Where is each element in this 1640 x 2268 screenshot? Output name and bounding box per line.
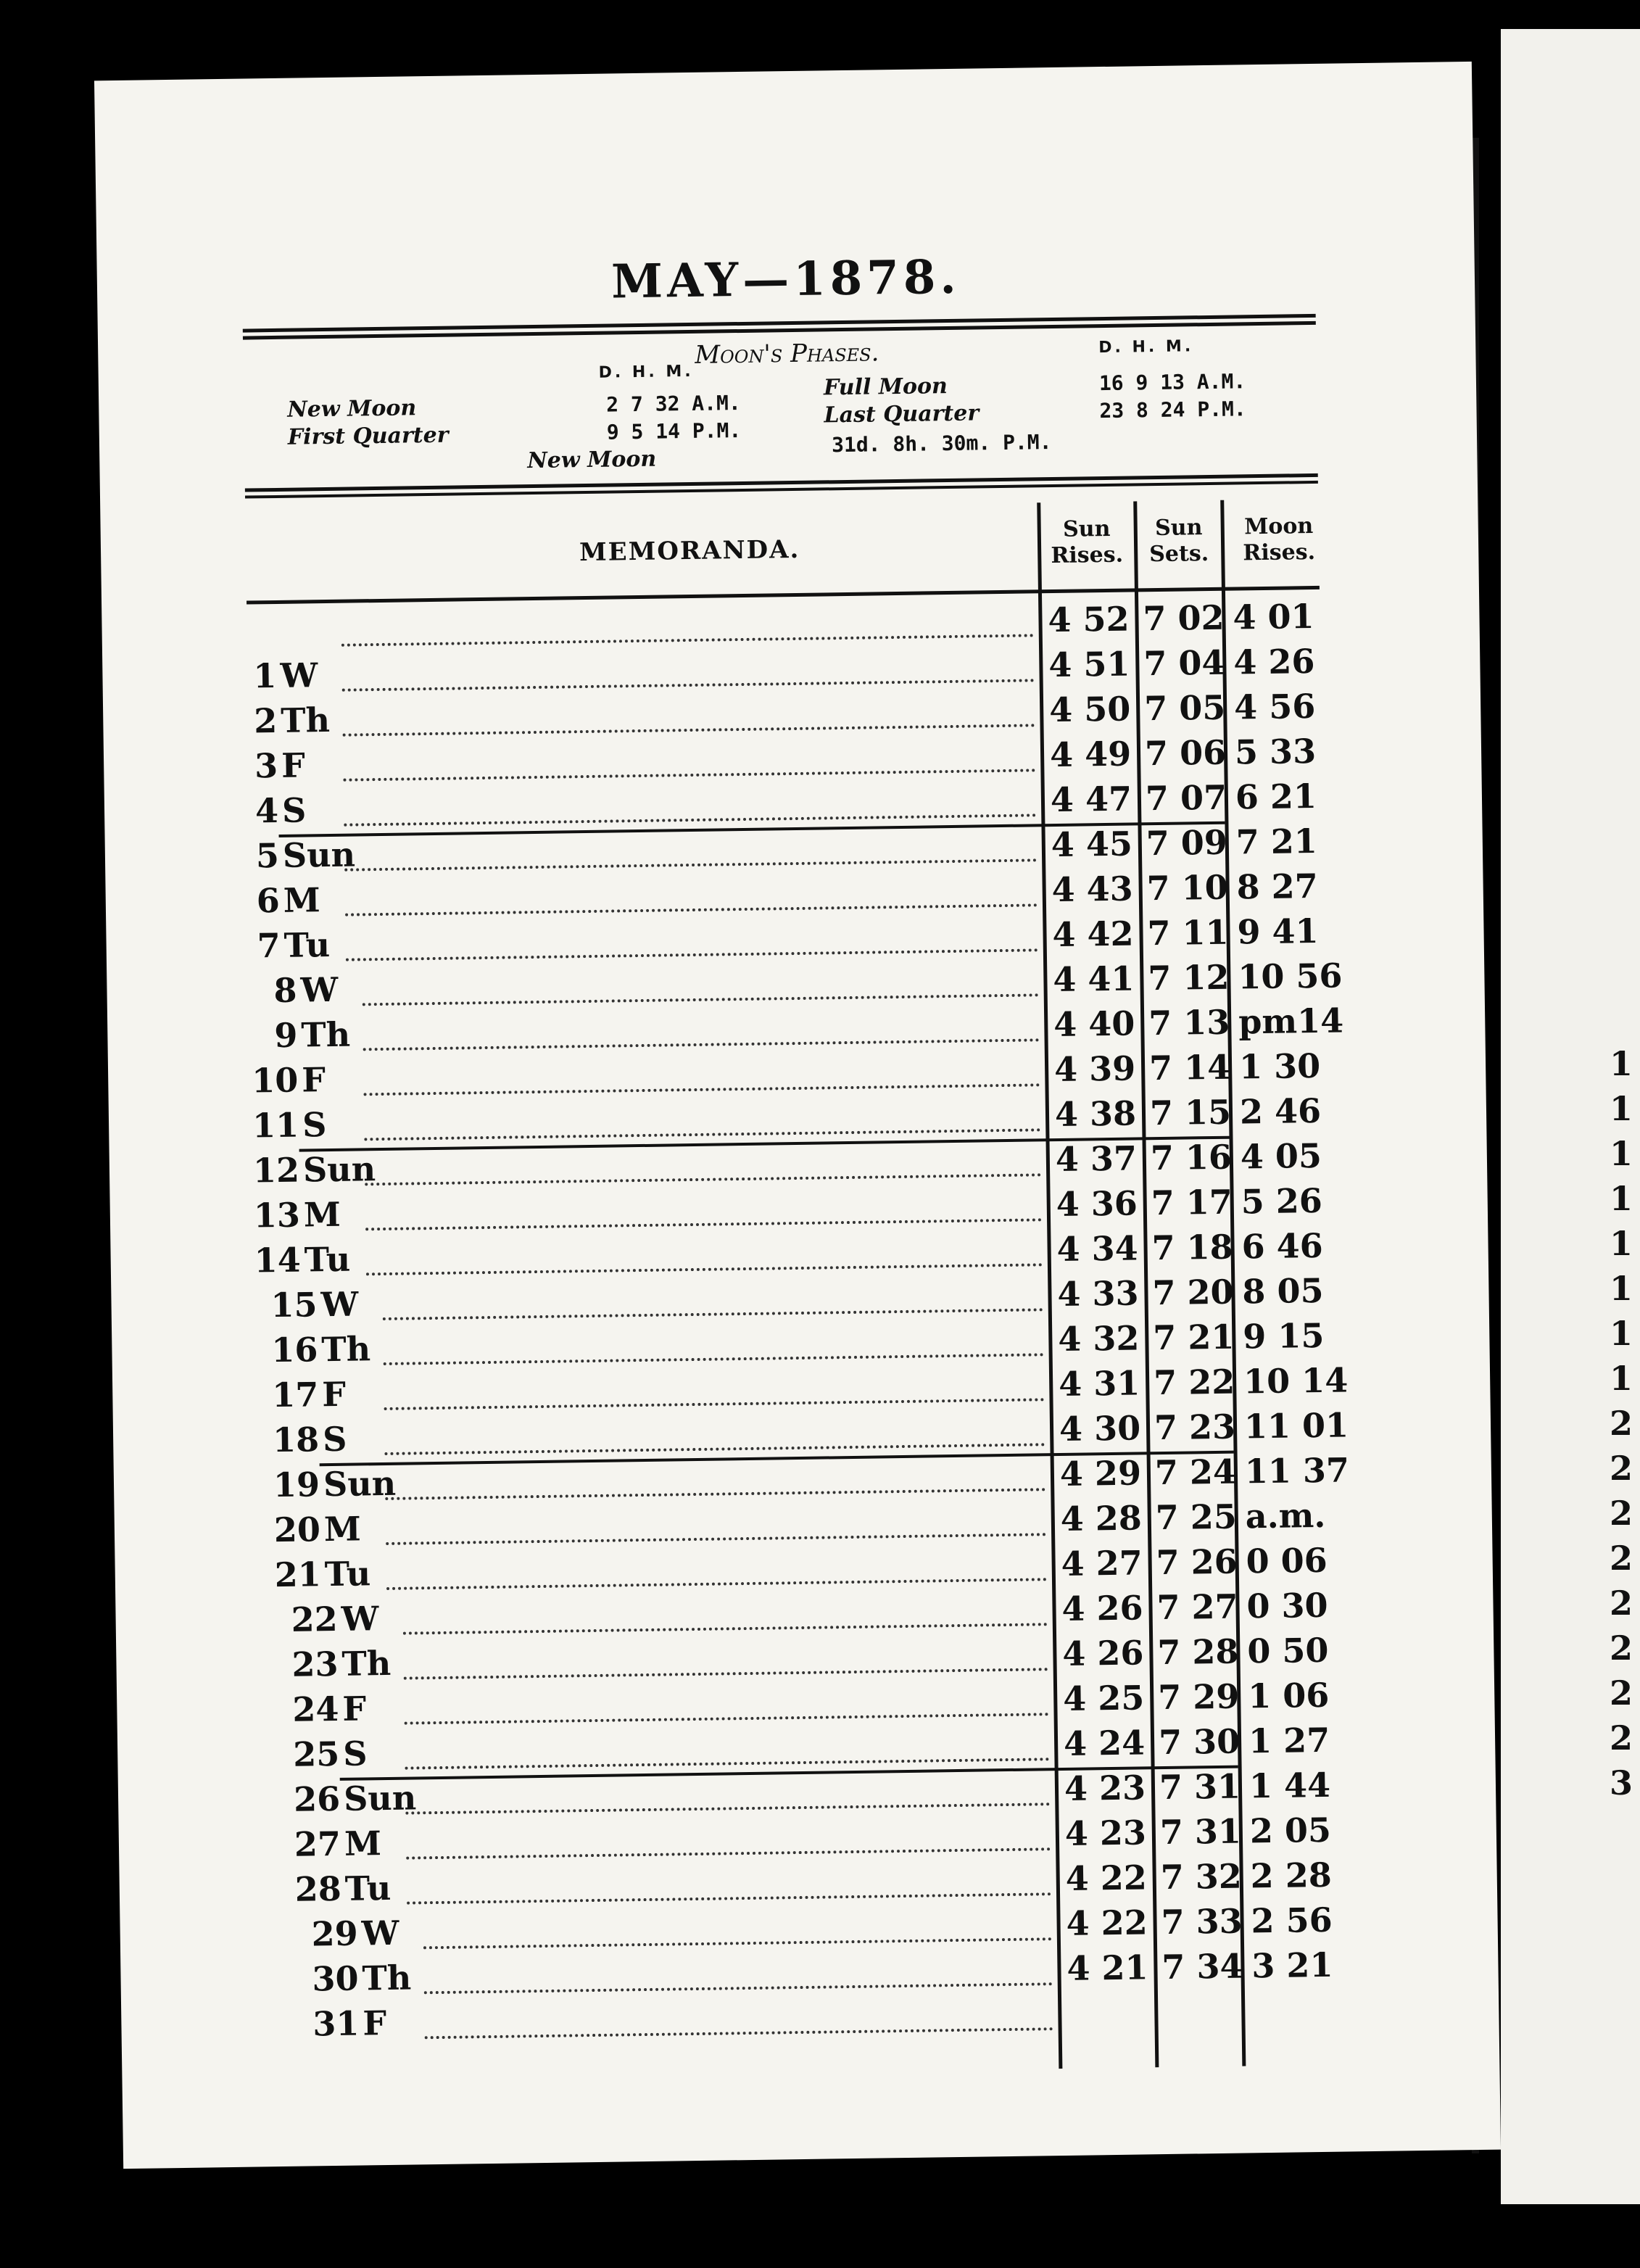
phase-last-quarter-label: Last Quarter: [824, 400, 980, 429]
weekday: Sun: [302, 1149, 376, 1190]
moon-rises-value: 2 46: [1239, 1090, 1322, 1132]
memoranda-line: [346, 948, 1038, 961]
sun-rises-value: 4 30: [1059, 1408, 1141, 1449]
day-number: 13: [253, 1195, 301, 1236]
sun-rises-value: 4 52: [1048, 599, 1130, 640]
moon-rises-value: pm14: [1238, 1001, 1344, 1042]
memoranda-line: [366, 1263, 1043, 1275]
facing-page: [1501, 29, 1640, 2204]
day-number: 28: [294, 1868, 342, 1909]
moon-rises-value: 0 06: [1246, 1540, 1328, 1581]
moon-rises-value: 8 27: [1236, 866, 1319, 907]
moon-rises-value: 8 05: [1242, 1270, 1324, 1312]
moon-rises-value: 1 27: [1248, 1720, 1330, 1761]
memoranda-line: [364, 1083, 1040, 1096]
sun-rises-value: 4 29: [1059, 1453, 1142, 1494]
sun-sets-value: 7 10: [1146, 867, 1229, 909]
moon-rises-value: 0 30: [1246, 1585, 1328, 1626]
sun-sets-value: 7 06: [1144, 732, 1227, 774]
memoranda-line: [365, 1218, 1042, 1230]
memoranda-line: [345, 903, 1038, 916]
day-number: [218, 611, 276, 612]
memoranda-line: [405, 1758, 1049, 1769]
memoranda-line: [406, 1847, 1051, 1859]
moon-rises-value: 10 56: [1238, 956, 1343, 997]
moon-rises-value: 2 56: [1251, 1900, 1333, 1941]
sun-sets-value: 7 12: [1148, 957, 1230, 998]
moon-rises-value: 1 06: [1247, 1675, 1330, 1716]
phase-last-quarter-value: 23 8 24 P.M.: [1099, 397, 1246, 423]
day-number: 12: [252, 1150, 300, 1191]
moon-rises-value: 5 33: [1234, 731, 1317, 772]
phase-extra-value: 31d. 8h. 30m. P.M.: [831, 430, 1052, 458]
weekday: Sun: [343, 1778, 417, 1818]
sun-sets-value: 7 25: [1155, 1497, 1238, 1538]
sun-sets-value: 7 09: [1146, 822, 1228, 864]
weekday: M: [303, 1194, 341, 1235]
day-number: 19: [273, 1465, 320, 1505]
moon-rises-value: a.m.: [1245, 1495, 1326, 1536]
weekday: W: [320, 1284, 359, 1325]
weekday: M: [323, 1509, 362, 1549]
moon-rises-value: 1 44: [1248, 1765, 1331, 1806]
moon-rises-value: 2 05: [1249, 1810, 1332, 1851]
day-number: 9: [274, 1015, 298, 1056]
memoranda-line: [425, 2027, 1053, 2039]
moon-rises-value: 1 30: [1238, 1046, 1321, 1087]
day-number: 18: [272, 1420, 320, 1460]
sun-rises-value: 4 49: [1049, 734, 1132, 775]
memoranda-line: [341, 634, 1034, 646]
weekday: F: [341, 1689, 367, 1729]
sun-sets-value: 7 34: [1161, 1946, 1243, 1987]
day-number: 25: [292, 1734, 340, 1774]
facing-page-number: 1: [1610, 1089, 1633, 1128]
page-title: MAY—1878.: [610, 249, 961, 310]
memoranda-line: [344, 858, 1037, 871]
sun-sets-value: 7 15: [1149, 1092, 1232, 1133]
day-number: 8: [273, 970, 297, 1011]
sun-sets-value: 7 07: [1145, 777, 1227, 819]
sun-sets-value: 7 05: [1143, 687, 1226, 729]
sun-sets-value: 7 24: [1154, 1452, 1237, 1493]
memoranda-line: [383, 1308, 1043, 1320]
sun-rises-value: 4 34: [1056, 1228, 1139, 1270]
phase-new-moon-label: New Moon: [287, 395, 417, 423]
facing-page-number: 2: [1610, 1404, 1633, 1443]
sun-rises-value: 4 22: [1065, 1858, 1148, 1898]
day-number: 31: [312, 2003, 360, 2044]
sun-rises-value: 4 39: [1053, 1048, 1136, 1090]
sun-rises-value: 4 21: [1067, 1948, 1148, 1988]
sun-rises-value: 4 43: [1051, 869, 1134, 910]
facing-page-number: 1: [1610, 1224, 1633, 1263]
memoranda-line: [384, 1353, 1044, 1365]
sun-sets-value: 7 13: [1148, 1002, 1230, 1043]
sun-sets-value: 7 30: [1158, 1721, 1241, 1763]
weekday: Tu: [344, 1868, 392, 1908]
moon-rises-value: 6 21: [1235, 776, 1317, 817]
day-number: 24: [291, 1689, 339, 1729]
memoranda-line: [363, 1038, 1040, 1051]
sun-sets-value: 7 18: [1151, 1227, 1234, 1268]
weekday: Th: [280, 700, 331, 740]
sun-rises-value: 4 47: [1050, 779, 1132, 820]
moon-rises-value: 10 14: [1243, 1360, 1349, 1402]
phases-dhm-header-right: D. H. M.: [1098, 337, 1194, 357]
weekday: F: [363, 2003, 387, 2043]
facing-page-number: 1: [1610, 1314, 1633, 1353]
memoranda-line: [405, 1713, 1049, 1724]
memoranda-line: [386, 1533, 1046, 1545]
day-number: 15: [270, 1285, 318, 1325]
sun-rises-value: 4 26: [1062, 1633, 1144, 1673]
sun-sets-value: 7 31: [1159, 1811, 1242, 1853]
sun-rises-value: 4 33: [1057, 1273, 1139, 1315]
sun-rises-value: 4 45: [1051, 824, 1133, 865]
weekday: F: [281, 745, 306, 785]
sun-sets-value: 7 20: [1152, 1272, 1234, 1313]
day-number: 1: [253, 655, 277, 696]
memoranda-line: [344, 814, 1036, 826]
memoranda-line: [384, 1398, 1045, 1410]
memoranda-line: [386, 1578, 1047, 1590]
weekday: W: [280, 655, 318, 695]
sun-rises-header: Sun Rises.: [1051, 516, 1124, 569]
phase-new-moon-value: 2 7 32 A.M.: [606, 390, 741, 417]
day-number: 26: [293, 1779, 341, 1819]
weekday: Tu: [304, 1239, 351, 1280]
facing-page-number: 2: [1610, 1539, 1633, 1578]
sun-rises-value: 4 23: [1064, 1768, 1146, 1808]
weekday: F: [301, 1060, 326, 1100]
moon-rises-value: 5 26: [1241, 1180, 1323, 1222]
facing-page-number: 2: [1610, 1628, 1633, 1668]
weekday: S: [281, 790, 307, 830]
memoranda-line: [385, 1488, 1045, 1500]
sun-rises-value: 4 40: [1053, 1003, 1135, 1045]
sun-sets-value: 7 16: [1150, 1137, 1233, 1178]
memoranda-line: [363, 993, 1039, 1006]
facing-page-number: 2: [1610, 1494, 1633, 1533]
weekday: Tu: [324, 1554, 371, 1594]
sun-rises-value: 4 31: [1058, 1363, 1140, 1404]
memoranda-line: [365, 1173, 1041, 1185]
sun-rises-value: 4 50: [1048, 689, 1131, 730]
moon-rises-value: 11 37: [1244, 1450, 1350, 1491]
day-number: 21: [274, 1555, 322, 1595]
weekday: M: [283, 880, 321, 920]
weekday: S: [322, 1419, 347, 1460]
day-number: 10: [251, 1060, 299, 1101]
day-number: 22: [291, 1599, 339, 1639]
day-number: 14: [254, 1240, 302, 1280]
sun-sets-value: 7 33: [1161, 1901, 1243, 1942]
day-number: 30: [312, 1958, 359, 1999]
sun-rises-value: 4 32: [1057, 1318, 1140, 1359]
phase-extra-label: New Moon: [527, 446, 657, 474]
almanac-page: [94, 62, 1501, 2169]
facing-page-number: 2: [1610, 1718, 1633, 1758]
moon-rises-value: 4 56: [1233, 686, 1316, 727]
moon-rises-value: 0 50: [1247, 1630, 1329, 1671]
facing-page-number: 2: [1610, 1584, 1633, 1623]
sun-rises-value: 4 36: [1056, 1183, 1138, 1225]
sun-rises-value: 4 38: [1054, 1093, 1137, 1135]
facing-page-number: 2: [1610, 1449, 1633, 1488]
day-number: 3: [254, 745, 278, 786]
moon-rises-value: 4 05: [1240, 1135, 1322, 1177]
day-number: 7: [257, 925, 281, 966]
moon-rises-value: 4 26: [1233, 641, 1315, 682]
day-number: 2: [253, 700, 278, 741]
sun-sets-value: 7 02: [1143, 597, 1225, 639]
sun-rises-value: 4 41: [1053, 959, 1135, 1000]
weekday: W: [300, 969, 339, 1010]
day-number: 4: [254, 790, 279, 831]
phase-first-quarter-label: First Quarter: [287, 422, 449, 450]
memoranda-line: [407, 1892, 1051, 1904]
facing-page-number: 1: [1610, 1044, 1633, 1083]
sun-sets-value: 7 23: [1154, 1407, 1236, 1448]
moon-rises-value: 3 21: [1251, 1945, 1333, 1986]
sun-sets-value: 7 28: [1157, 1631, 1239, 1673]
sun-sets-value: 7 21: [1152, 1317, 1235, 1358]
moon-rises-value: 9 41: [1237, 911, 1319, 952]
sun-rises-value: 4 51: [1048, 644, 1130, 685]
weekday: S: [342, 1734, 368, 1774]
facing-page-number: 1: [1610, 1359, 1633, 1398]
weekday: Th: [321, 1329, 371, 1370]
weekday: Sun: [282, 835, 356, 875]
day-number: 11: [252, 1105, 299, 1146]
memoranda-heading: MEMORANDA.: [579, 534, 800, 568]
memoranda-line: [403, 1623, 1048, 1634]
day-number: 16: [271, 1330, 318, 1370]
facing-page-number: 2: [1610, 1673, 1633, 1713]
phase-first-quarter-value: 9 5 14 P.M.: [606, 418, 742, 444]
memoranda-line: [423, 1937, 1052, 1949]
sun-rises-value: 4 22: [1066, 1903, 1148, 1943]
sun-sets-value: 7 29: [1157, 1676, 1240, 1718]
sun-rises-value: 4 28: [1060, 1498, 1143, 1539]
phases-dhm-header-left: D. H. M.: [598, 362, 694, 382]
memoranda-line: [405, 1803, 1050, 1814]
sun-rises-value: 4 24: [1063, 1723, 1146, 1763]
moon-rises-value: 6 46: [1241, 1225, 1324, 1267]
moon-rises-value: 4 01: [1233, 596, 1314, 637]
weekday: Th: [341, 1643, 392, 1684]
sun-sets-value: 7 31: [1159, 1766, 1241, 1808]
weekday: W: [341, 1599, 379, 1639]
memoranda-line: [343, 724, 1035, 736]
memoranda-line: [404, 1668, 1048, 1679]
phases-heading: Moon's Phases.: [695, 338, 879, 370]
weekday: M: [344, 1824, 382, 1863]
weekday: F: [321, 1374, 347, 1415]
moon-rises-value: 11 01: [1243, 1405, 1349, 1447]
sun-rises-value: 4 25: [1062, 1678, 1145, 1718]
weekday: S: [302, 1105, 327, 1145]
facing-page-number: 1: [1610, 1134, 1633, 1173]
weekday: Tu: [283, 924, 331, 965]
sun-sets-value: 7 14: [1148, 1047, 1231, 1088]
sun-rises-value: 4 26: [1061, 1588, 1143, 1628]
day-number: 27: [294, 1824, 341, 1864]
sun-sets-value: 7 17: [1151, 1182, 1233, 1223]
facing-page-number: 3: [1610, 1763, 1633, 1803]
weekday: Th: [362, 1958, 412, 1998]
memoranda-line: [424, 1982, 1053, 1994]
day-number: 5: [255, 835, 280, 876]
moon-rises-value: 9 15: [1242, 1315, 1325, 1357]
weekday: W: [361, 1913, 399, 1953]
sun-rises-value: 4 27: [1061, 1543, 1143, 1584]
facing-page-number: 1: [1610, 1179, 1633, 1218]
day-number: 6: [256, 880, 281, 921]
sun-sets-value: 7 32: [1160, 1856, 1243, 1897]
memoranda-line: [342, 679, 1035, 691]
weekday: Sun: [323, 1463, 397, 1505]
sun-sets-header: Sun Sets.: [1149, 515, 1209, 568]
day-number: 29: [311, 1913, 359, 1954]
sun-sets-value: 7 26: [1156, 1541, 1238, 1583]
moon-rises-header: Moon Rises.: [1243, 513, 1316, 566]
day-number: 20: [273, 1510, 321, 1550]
sun-rises-value: 4 37: [1055, 1138, 1138, 1180]
sun-sets-value: 7 04: [1143, 642, 1225, 684]
memoranda-line: [364, 1128, 1040, 1141]
sun-sets-value: 7 22: [1153, 1362, 1235, 1403]
facing-page-number: 1: [1610, 1269, 1633, 1308]
phase-full-moon-label: Full Moon: [823, 373, 948, 401]
sun-rises-value: 4 42: [1052, 914, 1134, 955]
moon-rises-value: 7 21: [1235, 821, 1318, 862]
memoranda-line: [343, 769, 1035, 781]
weekday: Th: [301, 1014, 351, 1055]
day-number: 23: [291, 1644, 339, 1684]
phase-full-moon-value: 16 9 13 A.M.: [1098, 369, 1246, 396]
sun-sets-value: 7 11: [1147, 912, 1229, 953]
sun-sets-value: 7 27: [1156, 1586, 1238, 1628]
day-number: 17: [271, 1375, 319, 1415]
memoranda-line: [384, 1443, 1045, 1455]
sun-rises-value: 4 23: [1064, 1813, 1147, 1853]
moon-rises-value: 2 28: [1250, 1855, 1333, 1896]
